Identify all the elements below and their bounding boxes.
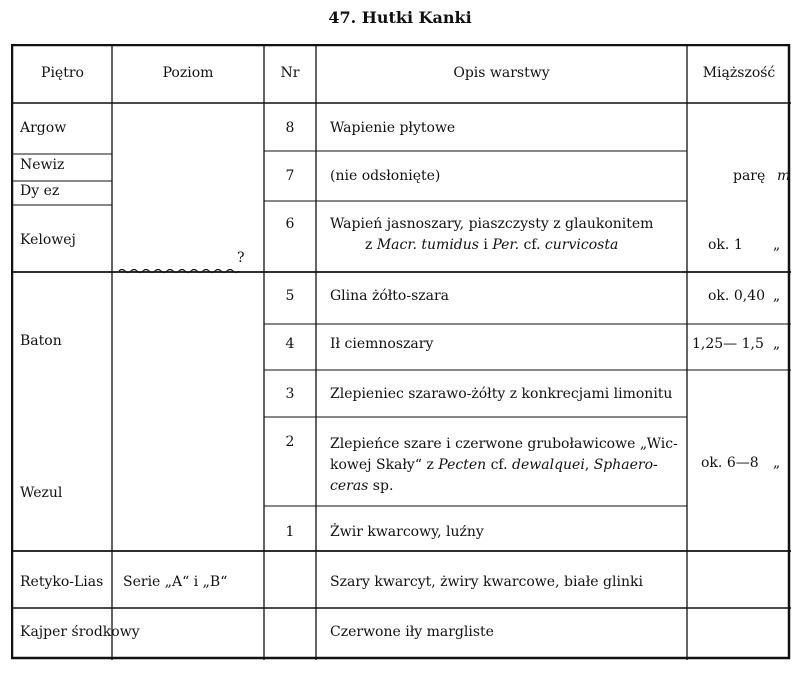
header-thickness: Miąższość xyxy=(702,65,776,81)
layer-thickness: 1,25— 1,5 xyxy=(692,336,764,352)
page-title: 47. Hutki Kanki xyxy=(328,8,472,27)
layer-nr: 4 xyxy=(285,336,295,352)
layer-thickness: parę xyxy=(733,168,766,184)
layer-description-line2: z Macr. tumidus i Per. cf. curvicosta xyxy=(365,237,619,253)
layer-thickness: ok. 6—8 xyxy=(701,455,759,471)
stage-wezul: Wezul xyxy=(20,485,63,501)
layer-thickness: ok. 1 xyxy=(708,237,743,253)
stage-kelowej: Kelowej xyxy=(20,232,76,248)
ditto-mark: „ xyxy=(773,237,781,253)
layer-description: Ił ciemnoszary xyxy=(330,336,434,352)
layer-nr: 8 xyxy=(285,120,295,136)
ditto-mark: „ xyxy=(773,288,781,304)
stratigraphy-table xyxy=(11,44,791,660)
stage-retyko-lias: Retyko-Lias xyxy=(20,574,104,590)
layer-description: Zlepieniec szarawo-żółty z konkrecjami limonitu xyxy=(330,386,673,402)
table-grid-lines xyxy=(11,44,791,660)
ditto-mark: „ xyxy=(773,455,781,471)
layer-description: Żwir kwarcowy, luźny xyxy=(330,524,484,540)
layer-thickness: ok. 0,40 xyxy=(708,288,765,304)
retyko-description: Szary kwarcyt, żwiry kwarcowe, białe glinki xyxy=(330,574,643,590)
stage-dyez: Dy ez xyxy=(20,183,60,199)
layer-description: (nie odsłonięte) xyxy=(330,168,441,184)
unconformity-query-mark: ? xyxy=(237,250,245,266)
layer-description: Wapienie płytowe xyxy=(330,120,456,136)
layer-description: Glina żółto-szara xyxy=(330,288,450,304)
layer-description: Wapień jasnoszary, piaszczysty z glaukonitem xyxy=(330,216,654,232)
layer-nr: 3 xyxy=(285,386,295,402)
ditto-mark: „ xyxy=(773,336,781,352)
kajper-description: Czerwone iły margliste xyxy=(330,624,494,640)
layer-description: Zlepieńce szare i czerwone gruboławicowe „Wic- kowej Skały“ z Pecten cf. dewalquei, Sphaero- ceras sp. xyxy=(330,436,678,494)
layer-thickness-unit: m xyxy=(777,168,791,184)
stage-baton: Baton xyxy=(20,333,62,349)
layer-nr: 5 xyxy=(285,288,295,304)
header-stage: Piętro xyxy=(41,65,84,81)
header-description: Opis warstwy xyxy=(453,65,550,81)
layer-nr: 2 xyxy=(285,434,295,450)
stage-kajper: Kajper środkowy xyxy=(20,624,140,640)
layer-nr: 7 xyxy=(285,168,295,184)
level-retyko-series: Serie „A“ i „B“ xyxy=(123,574,228,590)
header-nr: Nr xyxy=(280,65,300,81)
layer-nr: 1 xyxy=(285,524,295,540)
header-level: Poziom xyxy=(162,65,214,81)
layer-nr: 6 xyxy=(285,216,295,232)
stage-newiz: Newiz xyxy=(20,157,65,173)
stage-argow: Argow xyxy=(20,120,67,136)
